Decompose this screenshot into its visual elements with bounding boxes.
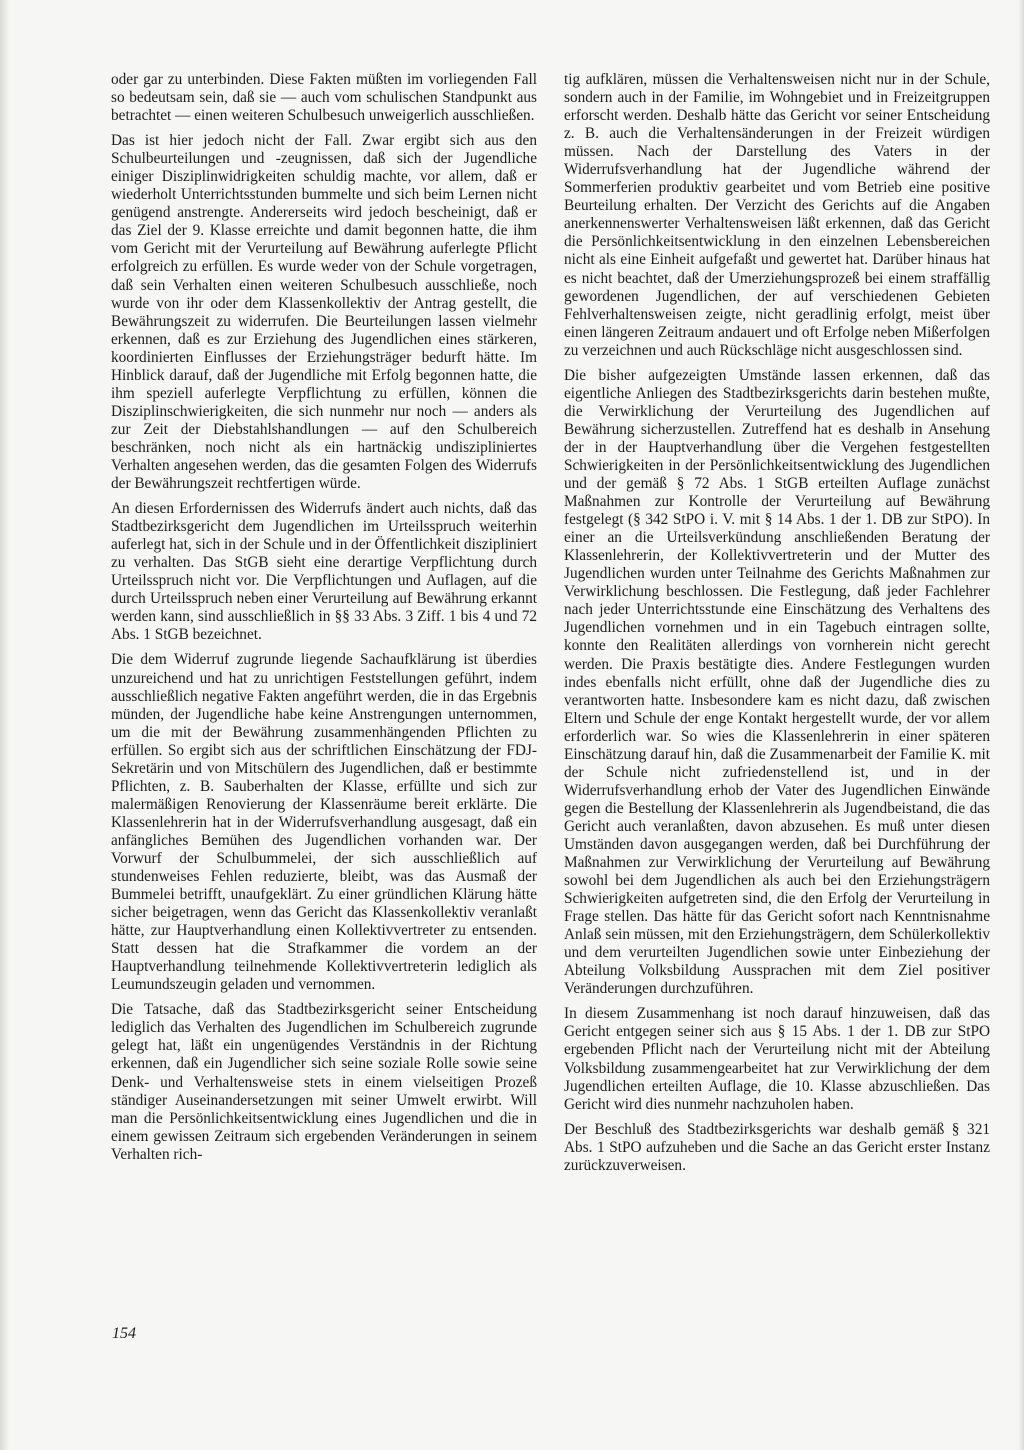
paragraph: Der Beschluß des Stadtbezirksgerichts war deshalb gemäß § 321 Abs. 1 StPO aufzuheben und die Sache an das Gericht erster Instanz zurückzuverweisen. (564, 1120, 990, 1174)
paragraph: Das ist hier jedoch nicht der Fall. Zwar ergibt sich aus den Schulbeurteilungen und -zeugnissen, daß sich der Jugendliche einiger Disziplinwidrigkeiten schuldig machte, vor allem, daß er wiederholt Unterrichtsstunden bummelte und sich beim Lernen nicht genügend anstrengte. Andererseits wird jedoch bescheinigt, daß er das Ziel der 9. Klasse erreichte und damit begonnen hatte, die ihm vom Gericht mit der Verurteilung auf Bewährung auferlegte Pflicht erfolgreich zu erfüllen. Es wurde weder von der Schule vorgetragen, daß sein Verhalten einen weiteren Schulbesuch ausschließe, noch wurde von ihr oder dem Klassenkollektiv der Antrag gestellt, die Bewährungszeit zu widerrufen. Die Beurteilungen lassen vielmehr erkennen, daß es zur Erziehung des Jugendlichen eines stärkeren, koordinierten Einflusses der Erziehungsträger bedurft hätte. Im Hinblick darauf, daß der Jugendliche mit Erfolg begonnen hatte, die ihm speziell auferlegte Verpflichtung zu erfüllen, können die Disziplinschwierigkeiten, die sich nunmehr nur noch — anders als zur Zeit der Diebstahlshandlungen — auf den Schulbereich beschränken, noch nicht als ein hartnäckig undiszipliniertes Verhalten angesehen werden, das die gesamten Folgen des Widerrufs der Bewährungszeit rechtfertigen würde. (111, 132, 537, 493)
paragraph: tig aufklären, müssen die Verhaltensweisen nicht nur in der Schule, sondern auch in der Familie, im Wohngebiet und in Freizeitgruppen erforscht werden. Deshalb hätte das Gericht vor seiner Entscheidung z. B. auch die Verhaltensänderungen in der Freizeit würdigen müssen. Nach der Darstellung des Vaters in der Widerrufsverhandlung hat der Jugendliche während der Sommerferien produktiv gearbeitet und vom Betrieb eine positive Beurteilung erhalten. Der Verzicht des Gerichts auf die Angaben anerkennenswerter Verhaltensweisen läßt erkennen, daß das Gericht die Persönlichkeitsentwicklung in den einzelnen Lebensbereichen nicht als eine Einheit aufgefaßt und gewertet hat. Darüber hinaus hat es nicht beachtet, daß der Umerziehungsprozeß bei einem straffällig gewordenen Jugendlichen, der auf verschiedenen Gebieten Fehlverhaltensweisen zeigte, nicht geradlinig erfolgt, meist über einen längeren Zeitraum andauert und oft Erfolge neben Mißerfolgen zu verzeichnen und auch Rückschläge nicht ausgeschlossen sind. (564, 71, 990, 359)
page-number: 154 (112, 1325, 136, 1342)
paragraph: oder gar zu unterbinden. Diese Fakten müßten im vorliegenden Fall so bedeutsam sein, daß sie — auch vom schulischen Standpunkt aus betrachtet — einen weiteren Schulbesuch unweigerlich ausschließen. (111, 71, 537, 125)
scan-edge-shadow (0, 0, 10, 1450)
paragraph: Die dem Widerruf zugrunde liegende Sachaufklärung ist überdies unzureichend und hat zu unrichtigen Feststellungen geführt, indem ausschließlich negative Fakten angeführt werden, die in das Ergebnis münden, der Jugendliche habe keine Anstrengungen unternommen, um die mit der Bewährung zusammenhängenden Pflichten zu erfüllen. So ergibt sich aus der schriftlichen Einschätzung der FDJ-Sekretärin und von Mitschülern des Jugendlichen, daß er bestimmte Pflichten, z. B. Sauberhalten der Klasse, erfüllte und sich zur malermäßigen Renovierung der Klassenräume bereit erklärte. Die Klassenlehrerin hat in der Widerrufsverhandlung ausgesagt, daß ein anfängliches Bemühen des Jugendlichen vorhanden war. Der Vorwurf der Schulbummelei, der sich ausschließlich auf stundenweises Fehlen reduzierte, bleibt, was das Ausmaß der Bummelei betrifft, unaufgeklärt. Zu einer gründlichen Klärung hätte sicher beigetragen, wenn das Gericht das Klassenkollektiv veranlaßt hätte, zur Hauptverhandlung einen Kollektivvertreter zu entsenden. Statt dessen hat die Strafkammer die vordem an der Hauptverhandlung teilnehmende Kollektivvertreterin lediglich als Leumundszeugin geladen und vernommen. (111, 651, 537, 994)
paragraph: Die Tatsache, daß das Stadtbezirksgericht seiner Entscheidung lediglich das Verhalten des Jugendlichen im Schulbereich zugrunde gelegt hat, läßt ein ungenügendes Verständnis in der Richtung erkennen, daß ein Jugendlicher sich seine soziale Rolle sowie seine Denk- und Verhaltensweise stets in einem vielseitigen Prozeß ständiger Auseinandersetzungen mit seiner Umwelt erwirbt. Will man die Persönlichkeitsentwicklung eines Jugendlichen und die in einem gewissen Zeitraum sich ergebenden Veränderungen in seinem Verhalten rich- (111, 1001, 537, 1163)
paragraph: Die bisher aufgezeigten Umstände lassen erkennen, daß das eigentliche Anliegen des Stadtbezirksgerichts darin bestehen mußte, die Verwirklichung der Verurteilung des Jugendlichen auf Bewährung sicherzustellen. Zutreffend hat es deshalb in Ansehung der in der Hauptverhandlung über die Vergehen festgestellten Schwierigkeiten in der Persönlichkeitsentwicklung des Jugendlichen und der gemäß § 72 Abs. 1 StGB erteilten Auflage zunächst Maßnahmen zur Kontrolle der Verurteilung auf Bewährung festgelegt (§ 342 StPO i. V. mit § 14 Abs. 1 der 1. DB zur StPO). In einer an die Urteilsverkündung anschließenden Beratung der Klassenlehrerin, der Kollektivvertreterin und der Mutter des Jugendlichen wurden unter Teilnahme des Gerichts Maßnahmen zur Verwirklichung beschlossen. Die Festlegung, daß jeder Fachlehrer nach jeder Unterrichtsstunde eine Einschätzung des Verhaltens des Jugendlichen vornehmen und in ein Tagebuch eintragen sollte, konnte den Realitäten allerdings von vornherein nicht gerecht werden. Die Praxis bestätigte dies. Andere Festlegungen wurden indes ebenfalls nicht erfüllt, ohne daß der Jugendliche dies zu verantworten hatte. Insbesondere kam es nicht dazu, daß zwischen Eltern und Schule der enge Kontakt hergestellt wurde, der vor allem erforderlich war. So wies die Klassenlehrerin in einer späteren Einschätzung darauf hin, daß die Zusammenarbeit der Familie K. mit der Schule nicht zufriedenstellend ist, und in der Widerrufsverhandlung erhob der Vater des Jugendlichen Einwände gegen die Bestellung der Klassenlehrerin als Jugendbeistand, die das Gericht auch veranlaßten, davon abzusehen. Es muß unter diesen Umständen davon ausgegangen werden, daß bei Durchführung der Maßnahmen zur Verwirklichung der Verurteilung auf Bewährung sowohl bei dem Jugendlichen als auch bei den Erziehungsträgern Schwierigkeiten aufgetreten sind, die den Erfolg der Verurteilung in Frage stellen. Das hätte für das Gericht sofort nach Kenntnisnahme Anlaß sein müssen, mit den Erziehungsträgern, dem Schülerkollektiv und dem verurteilten Jugendlichen sowie unter Einbeziehung der Abteilung Volksbildung Aussprachen mit dem Ziel positiver Veränderungen durchzuführen. (564, 366, 990, 998)
scan-edge-shadow-right (1018, 0, 1024, 1450)
left-text-column (111, 71, 537, 1171)
paragraph: In diesem Zusammenhang ist noch darauf hinzuweisen, daß das Gericht entgegen seiner sich aus § 15 Abs. 1 der 1. DB zur StPO ergebenden Pflicht nach der Verurteilung nicht mit der Abteilung Volksbildung zusammengearbeitet hat zur Verwirklichung der dem Jugendlichen erteilten Auflage, die 10. Klasse abzuschließen. Das Gericht wird dies nunmehr nachzuholen haben. (564, 1005, 990, 1113)
right-text-column (564, 71, 990, 1182)
paragraph: An diesen Erfordernissen des Widerrufs ändert auch nichts, daß das Stadtbezirksgericht dem Jugendlichen im Urteilsspruch weiterhin auferlegt hat, sich in der Schule und in der Öffentlichkeit diszipliniert zu verhalten. Das StGB sieht eine derartige Verpflichtung durch Urteilsspruch nicht vor. Die Verpflichtungen und Auflagen, auf die durch Urteilsspruch neben einer Verurteilung auf Bewährung erkannt werden kann, sind ausschließlich in §§ 33 Abs. 3 Ziff. 1 bis 4 und 72 Abs. 1 StGB bezeichnet. (111, 500, 537, 644)
